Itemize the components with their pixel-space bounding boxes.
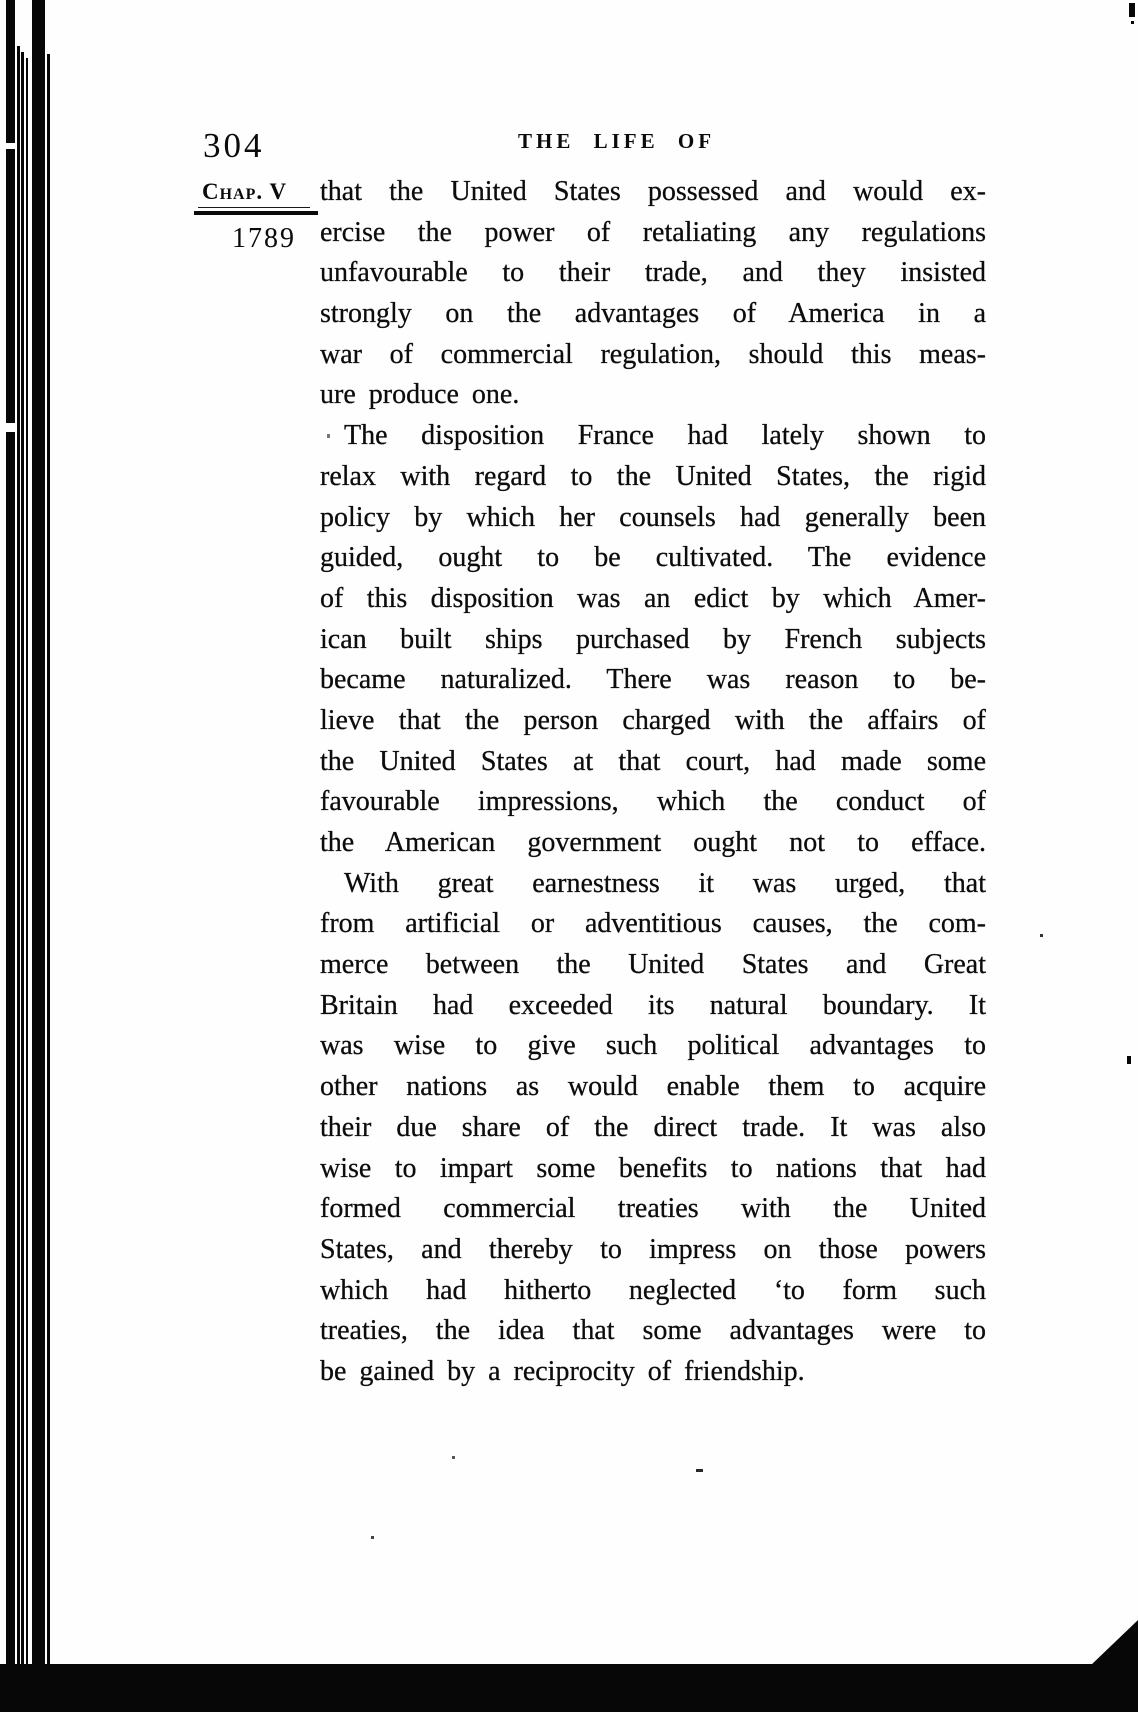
body-line: war of commercial regulation, should this meas-	[320, 338, 986, 370]
body-line: the American government ought not to efface.	[320, 827, 986, 858]
body-line: wise to impart some benefits to nations that had	[320, 1152, 986, 1184]
body-line: relax with regard to the United States, the rigid	[320, 460, 986, 492]
body-line: was wise to give such political advantages to	[320, 1030, 986, 1062]
body-line: that the United States possessed and would ex-	[320, 176, 986, 207]
scan-streak-left-2	[17, 46, 20, 1668]
body-line: ercise the power of retaliating any regulations	[320, 216, 986, 248]
margin-note-year: 1789	[232, 223, 296, 254]
scan-streak-left-5	[32, 0, 45, 1668]
body-text-column	[320, 172, 986, 1393]
body-line: lieve that the person charged with the affairs of	[320, 704, 986, 736]
scan-streak-left-6	[47, 54, 50, 1668]
body-line: With great earnestness it was urged, that	[344, 867, 986, 899]
body-line: ican built ships purchased by French subjects	[320, 623, 986, 655]
body-line: which had hitherto neglected ‘to form such	[320, 1274, 986, 1306]
body-line: The disposition France had lately shown to	[344, 420, 986, 452]
margin-rule	[194, 211, 318, 215]
scan-wedge-bottom-right	[1090, 1620, 1138, 1666]
body-line: other nations as would enable them to acquire	[320, 1071, 986, 1103]
margin-rule-echo	[198, 207, 310, 208]
body-line: ure produce one.	[320, 379, 520, 411]
scan-streak-gap	[6, 143, 15, 149]
body-line: strongly on the advantages of America in a	[320, 298, 986, 330]
scan-streak-left-4	[26, 58, 28, 1668]
body-line: their due share of the direct trade. It was also	[320, 1111, 986, 1143]
scan-speck	[1040, 934, 1043, 937]
margin-note-chapter: Chap. V	[202, 179, 288, 204]
scan-speck	[327, 434, 330, 438]
scan-streak-gap	[5, 423, 16, 432]
body-line: favourable impressions, which the conduct of	[320, 786, 986, 818]
page-number: 304	[203, 126, 265, 165]
body-line: of this disposition was an edict by which Amer-	[320, 582, 986, 614]
body-line: the United States at that court, had made some	[320, 745, 986, 777]
body-line: be gained by a reciprocity of friendship.	[320, 1355, 805, 1387]
body-line: guided, ought to be cultivated. The evidence	[320, 542, 986, 574]
scan-speck	[452, 1456, 455, 1459]
body-line: merce between the United States and Great	[320, 949, 986, 981]
body-line: States, and thereby to impress on those powers	[320, 1233, 986, 1265]
scan-streak-left-3	[21, 52, 24, 1668]
scan-speck	[371, 1536, 374, 1539]
body-line: from artificial or adventitious causes, the com-	[320, 908, 986, 940]
running-header-title: THE LIFE OF	[518, 129, 716, 153]
body-line: unfavourable to their trade, and they insisted	[320, 257, 986, 289]
scan-speck	[696, 1469, 703, 1472]
body-line: became naturalized. There was reason to be-	[320, 664, 986, 696]
body-line: Britain had exceeded its natural boundary. It	[320, 989, 986, 1021]
body-line: policy by which her counsels had generally been	[320, 501, 986, 533]
scan-tick-right	[1127, 1056, 1131, 1064]
scan-bar-bottom	[0, 1664, 1138, 1712]
scan-streak-left-1	[6, 0, 15, 1668]
body-line: formed commercial treaties with the United	[320, 1193, 986, 1225]
scan-dot-top-right	[1131, 21, 1134, 24]
body-line: treaties, the idea that some advantages were to	[320, 1315, 986, 1347]
scan-mark-top-right	[1129, 3, 1135, 17]
